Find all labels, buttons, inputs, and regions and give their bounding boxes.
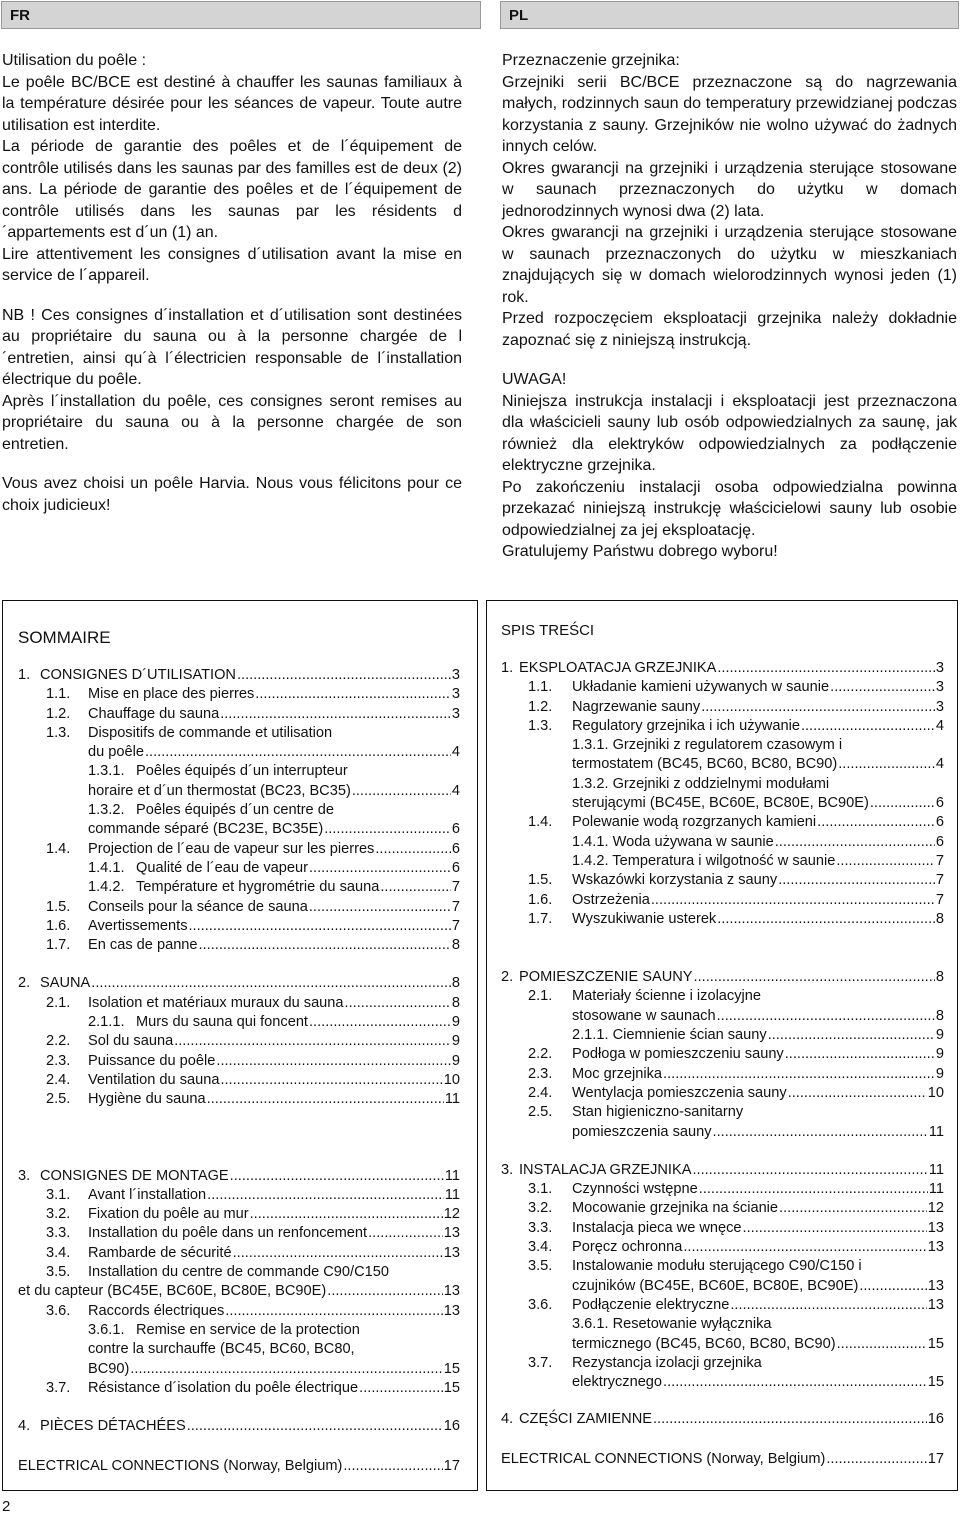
toc-entry[interactable]: 2.1.1. Ciemnienie ścian sauny ..... 9 (501, 1026, 944, 1045)
fr-intro-heading: Utilisation du poêle : (2, 52, 147, 69)
toc-entry[interactable]: 1. CONSIGNES D´UTILISATION ..... 3 (18, 666, 460, 685)
pl-intro-para: Okres gwarancji na grzejniki i urządzenia sterujące stosowane w saunach przeznaczonych do użytku w domach jednorodzinnych wynosi dwa (2) lata. (502, 159, 957, 220)
pl-intro-para: Po zakończeniu instalacji osoba odpowiedzialna powinna przekazać niniejszą instrukcję właścicielowi sauny lub osobie odpowiedzialnej za jej eksploatację. (502, 478, 957, 539)
pl-intro-para: Grzejniki serii BC/BCE przeznaczone są do nagrzewania małych, rodzinnych saun do temperatury przewidzianej podczas korzystania z sauny. Grzejników nie wolno używać do żadnych innych celów. (502, 73, 957, 155)
toc-entry[interactable]: 1.7. En cas de panne ..... 8 (18, 936, 460, 955)
toc-entry[interactable]: horaire et d´un thermostat (BC23, BC35) ..... 4 (18, 782, 460, 801)
fr-toc (18, 666, 460, 1477)
toc-entry[interactable]: 1.6. Avertissements ..... 7 (18, 917, 460, 936)
pl-toc (501, 659, 944, 1469)
pl-intro (502, 50, 957, 563)
fr-intro-para: Le poêle BC/BCE est destiné à chauffer les saunas familiaux à la température désirée pour les séances de vapeur. Toute autre utilisation est interdite. (2, 73, 462, 134)
toc-entry[interactable]: 3.6.1. Resetowanie wyłącznika (572, 1316, 772, 1333)
toc-entry[interactable]: 3. CONSIGNES DE MONTAGE ..... 11 (18, 1167, 460, 1186)
fr-intro-congrats: Vous avez choisi un poêle Harvia. Nous vous félicitons pour ce choix judicieux! (2, 475, 462, 514)
toc-entry[interactable]: czujników (BC45E, BC60E, BC80E, BC90E) ..... 13 (501, 1277, 944, 1296)
toc-entry[interactable]: 3.5. Installation du centre de commande C90/C150 (46, 1264, 389, 1281)
toc-entry[interactable]: 2.1. Isolation et matériaux muraux du sauna ..... 8 (18, 994, 460, 1013)
toc-entry[interactable]: 1.6. Ostrzeżenia ..... 7 (501, 891, 944, 910)
toc-entry[interactable]: 1.5. Wskazówki korzystania z sauny ..... 7 (501, 871, 944, 890)
toc-entry[interactable]: 1.4. Projection de l´eau de vapeur sur les pierres ..... 6 (18, 840, 460, 859)
toc-entry[interactable]: 1.3.1. Grzejniki z regulatorem czasowym i (572, 737, 843, 754)
toc-entry[interactable]: contre la surchauffe (BC45, BC60, BC80, (88, 1341, 355, 1358)
pl-intro-heading: Przeznaczenie grzejnika: (502, 52, 680, 69)
tab-pl: PL (500, 1, 959, 29)
fr-intro-para: Après l´installation du poêle, ces consignes seront remises au propriétaire du sauna ou à la personne chargée de son entretien. (2, 392, 462, 453)
fr-intro-note: NB ! Ces consignes d´installation et d´utilisation sont destinées au propriétaire du sauna ou à la personne chargée de l´entretien, ainsi qu´à l´électricien responsable de l´installation électrique du poêle. (2, 306, 462, 388)
pl-intro-para: Okres gwarancji na grzejniki i urządzenia sterujące stosowane w saunach przeznaczonych do użytku w mieszkaniach znajdujących się w domach wielorodzinnych wynosi jeden (1) rok. (502, 224, 957, 306)
pl-intro-para: Przed rozpoczęciem eksploatacji grzejnika należy dokładnie zapoznać się z niniejszą instrukcją. (502, 310, 957, 349)
toc-entry[interactable]: 2. POMIESZCZENIE SAUNY ..... 8 (501, 968, 944, 987)
toc-entry[interactable]: 1.2. Nagrzewanie sauny ..... 3 (501, 698, 944, 717)
pl-intro-warning: UWAGA! (502, 371, 567, 388)
toc-entry[interactable]: 2.2. Podłoga w pomieszczeniu sauny ..... 9 (501, 1045, 944, 1064)
toc-entry[interactable]: 4. PIÈCES DÉTACHÉES ..... 16 (18, 1417, 460, 1436)
toc-entry[interactable]: 1.3.1. Poêles équipés d´un interrupteur (88, 763, 348, 780)
toc-entry[interactable]: 3.3. Installation du poêle dans un renfoncement ..... 13 (18, 1224, 460, 1243)
toc-entry[interactable]: 1.4.1. Qualité de l´eau de vapeur ..... 6 (18, 859, 460, 878)
toc-entry[interactable]: 1.3.2. Grzejniki z oddzielnymi modułami (572, 775, 830, 792)
toc-entry[interactable]: 3.7. Rezystancja izolacji grzejnika (528, 1354, 762, 1371)
toc-entry[interactable]: 2.1. Materiały ścienne i izolacyjne (528, 988, 761, 1005)
toc-entry[interactable]: 2.3. Puissance du poêle ..... 9 (18, 1052, 460, 1071)
toc-entry[interactable]: 1. EKSPLOATACJA GRZEJNIKA ..... 3 (501, 659, 944, 678)
toc-entry[interactable]: termostatem (BC45, BC60, BC80, BC90) ..... 4 (501, 755, 944, 774)
toc-entry[interactable]: 3.1. Czynności wstępne ..... 11 (501, 1180, 944, 1199)
toc-entry[interactable]: 1.1. Układanie kamieni używanych w saunie ..... 3 (501, 678, 944, 697)
toc-entry[interactable]: termicznego (BC45, BC60, BC80, BC90) ..... 15 (501, 1335, 944, 1354)
toc-entry[interactable]: 2.3. Moc grzejnika ..... 9 (501, 1065, 944, 1084)
toc-entry[interactable]: 1.4.2. Température et hygrométrie du sauna ..... 7 (18, 878, 460, 897)
toc-entry[interactable]: 2.2. Sol du sauna ..... 9 (18, 1032, 460, 1051)
toc-entry[interactable]: 1.1. Mise en place des pierres ..... 3 (18, 685, 460, 704)
toc-entry[interactable]: 3.5. Instalowanie modułu sterującego C90/C150 i (528, 1258, 862, 1275)
toc-entry[interactable]: 3.4. Poręcz ochronna ..... 13 (501, 1238, 944, 1257)
toc-entry[interactable]: 1.7. Wyszukiwanie usterek ..... 8 (501, 910, 944, 929)
toc-entry[interactable]: stosowane w saunach ..... 8 (501, 1007, 944, 1026)
pl-intro-congrats: Gratulujemy Państwu dobrego wyboru! (502, 543, 778, 560)
toc-entry[interactable]: pomieszczenia sauny ..... 11 (501, 1123, 944, 1142)
toc-entry[interactable]: 1.4.1. Woda używana w saunie ..... 6 (501, 833, 944, 852)
toc-entry[interactable]: 1.5. Conseils pour la séance de sauna ..... 7 (18, 898, 460, 917)
toc-entry[interactable]: 3. INSTALACJA GRZEJNIKA ..... 11 (501, 1161, 944, 1180)
toc-entry[interactable]: ELECTRICAL CONNECTIONS (Norway, Belgium) ..... 17 (18, 1457, 460, 1476)
toc-entry[interactable]: 3.2. Mocowanie grzejnika na ścianie ..... 12 (501, 1199, 944, 1218)
toc-entry[interactable]: 1.3.2. Poêles équipés d´un centre de (88, 802, 334, 819)
toc-entry[interactable]: 3.4. Rambarde de sécurité ..... 13 (18, 1244, 460, 1263)
pl-toc-title: SPIS TREŚCI (501, 622, 595, 639)
toc-entry[interactable]: 3.6. Podłączenie elektryczne ..... 13 (501, 1296, 944, 1315)
toc-entry[interactable]: 2.4. Ventilation du sauna ..... 10 (18, 1071, 460, 1090)
toc-entry[interactable]: du poêle ..... 4 (18, 743, 460, 762)
tab-fr: FR (1, 1, 481, 29)
toc-entry[interactable]: 3.3. Instalacja pieca we wnęce ..... 13 (501, 1219, 944, 1238)
toc-entry[interactable]: 1.4. Polewanie wodą rozgrzanych kamieni ..... 6 (501, 813, 944, 832)
toc-entry[interactable]: 2.1.1. Murs du sauna qui foncent ..... 9 (18, 1013, 460, 1032)
toc-entry[interactable]: sterującymi (BC45E, BC60E, BC80E, BC90E) ..... 6 (501, 794, 944, 813)
toc-entry[interactable]: ELECTRICAL CONNECTIONS (Norway, Belgium) ..... 17 (501, 1450, 944, 1469)
toc-entry[interactable]: 3.7. Résistance d´isolation du poêle électrique ..... 15 (18, 1379, 460, 1398)
toc-entry[interactable]: 2.5. Stan higieniczno-sanitarny (528, 1104, 744, 1121)
page-number: 2 (2, 1498, 11, 1515)
fr-intro (2, 50, 462, 516)
toc-entry[interactable]: 1.4.2. Temperatura i wilgotność w saunie ..... 7 (501, 852, 944, 871)
toc-entry[interactable]: 4. CZĘŚCI ZAMIENNE ..... 16 (501, 1410, 944, 1429)
fr-toc-title: SOMMAIRE (18, 628, 111, 647)
toc-entry[interactable]: 3.1. Avant l´installation ..... 11 (18, 1186, 460, 1205)
toc-entry[interactable]: commande séparé (BC23E, BC35E) ..... 6 (18, 820, 460, 839)
fr-intro-para: La période de garantie des poêles et de l´équipement de contrôle utilisés dans les saunas par des familles est de deux (2) ans. La période de garantie des poêles et de l´équipement de contrôle utilisés dans les saunas par les résidents d´appartements est d´un (1) an. (2, 138, 462, 241)
toc-entry[interactable]: 3.6. Raccords électriques ..... 13 (18, 1302, 460, 1321)
toc-entry[interactable]: 1.3. Regulatory grzejnika i ich używanie ..... 4 (501, 717, 944, 736)
toc-entry[interactable]: 2.4. Wentylacja pomieszczenia sauny ..... 10 (501, 1084, 944, 1103)
pl-intro-para: Niniejsza instrukcja instalacji i eksploatacji jest przeznaczona dla właścicieli sauny lub osób odpowiedzialnych za saunę, jak również dla elektryków odpowiedzialnych za podłączenie elektryczne grzejnika. (502, 392, 957, 474)
toc-entry[interactable]: 1.2. Chauffage du sauna ..... 3 (18, 705, 460, 724)
toc-entry[interactable]: BC90) ..... 15 (18, 1360, 460, 1379)
toc-entry[interactable]: 2.5. Hygiène du sauna ..... 11 (18, 1090, 460, 1109)
fr-intro-para: Lire attentivement les consignes d´utilisation avant la mise en service de l´appareil. (2, 245, 462, 284)
toc-entry[interactable]: 1.3. Dispositifs de commande et utilisation (46, 724, 333, 741)
toc-entry[interactable]: 3.6.1. Remise en service de la protection (88, 1321, 360, 1338)
toc-entry[interactable]: et du capteur (BC45E, BC60E, BC80E, BC90E) ..... 13 (18, 1282, 460, 1301)
toc-entry[interactable]: 2. SAUNA ..... 8 (18, 974, 460, 993)
toc-entry[interactable]: elektrycznego ..... 15 (501, 1373, 944, 1392)
toc-entry[interactable]: 3.2. Fixation du poêle au mur ..... 12 (18, 1205, 460, 1224)
